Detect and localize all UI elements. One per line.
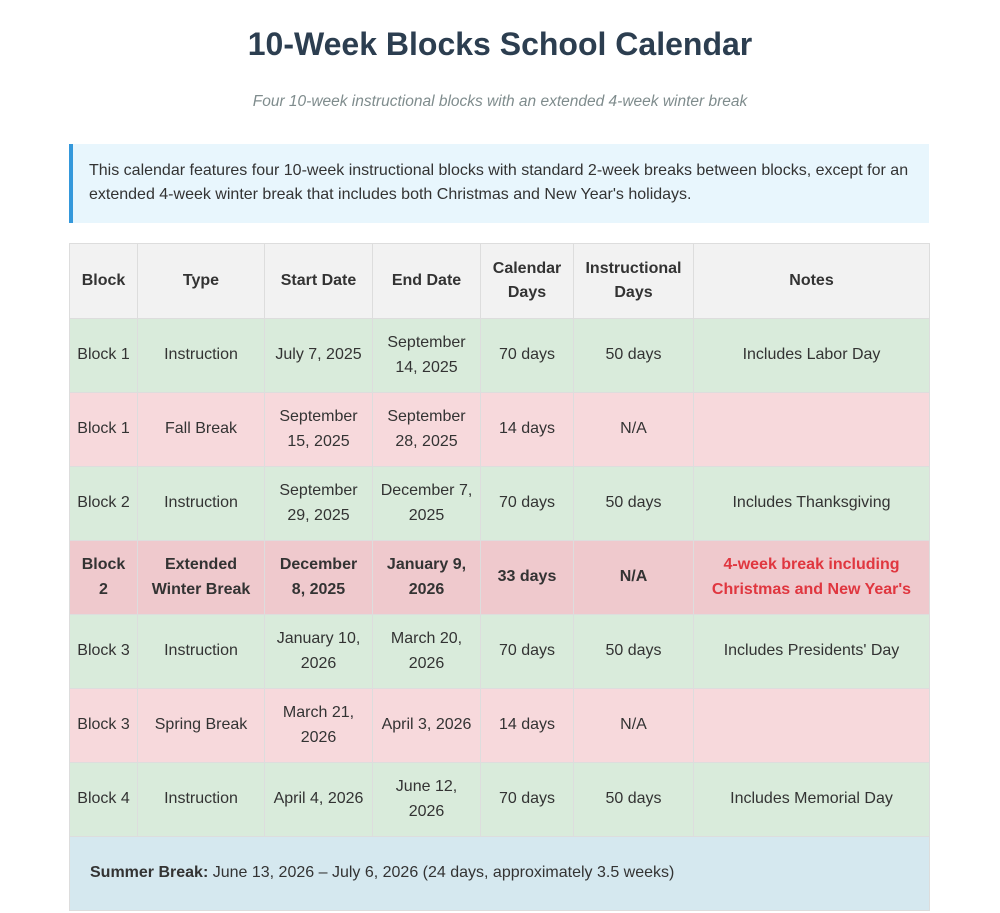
cell-instructional-days: 50 days: [574, 763, 694, 837]
cell-type: Instruction: [138, 615, 265, 689]
summer-break-text: June 13, 2026 – July 6, 2026 (24 days, approximately 3.5 weeks): [208, 864, 675, 882]
table-row: [70, 467, 930, 541]
cell-end-date: September 14, 2025: [373, 319, 481, 393]
page-subtitle: Four 10-week instructional blocks with an extended 4-week winter break: [252, 93, 748, 110]
header-block: Block: [70, 244, 138, 319]
cell-type: Instruction: [138, 467, 265, 541]
cell-calendar-days: 33 days: [481, 541, 574, 615]
cell-instructional-days: N/A: [574, 689, 694, 763]
cell-start-date: September 29, 2025: [265, 467, 373, 541]
cell-block: Block 2: [70, 541, 138, 615]
cell-instructional-days: N/A: [574, 541, 694, 615]
table-row: [70, 689, 930, 763]
cell-block: Block 2: [70, 467, 138, 541]
table-row-highlighted: [70, 541, 930, 615]
cell-notes: [694, 393, 930, 467]
cell-instructional-days: N/A: [574, 393, 694, 467]
cell-start-date: January 10, 2026: [265, 615, 373, 689]
cell-end-date: March 20, 2026: [373, 615, 481, 689]
cell-instructional-days: 50 days: [574, 467, 694, 541]
cell-block: Block 1: [70, 393, 138, 467]
cell-calendar-days: 14 days: [481, 393, 574, 467]
cell-start-date: April 4, 2026: [265, 763, 373, 837]
cell-notes: Includes Memorial Day: [694, 763, 930, 837]
header-start-date: Start Date: [265, 244, 373, 319]
cell-block: Block 4: [70, 763, 138, 837]
cell-end-date: January 9, 2026: [373, 541, 481, 615]
table-row: [70, 763, 930, 837]
cell-block: Block 3: [70, 615, 138, 689]
header-end-date: End Date: [373, 244, 481, 319]
header-row: [70, 244, 930, 319]
cell-calendar-days: 70 days: [481, 467, 574, 541]
table-row: [70, 393, 930, 467]
cell-block: Block 3: [70, 689, 138, 763]
cell-notes-highlight: 4-week break including Christmas and New Year's: [694, 541, 930, 615]
page-title: 10-Week Blocks School Calendar: [247, 26, 753, 62]
cell-block: Block 1: [70, 319, 138, 393]
header-instructional-days: Instructional Days: [574, 244, 694, 319]
cell-end-date: December 7, 2025: [373, 467, 481, 541]
calendar-table: [69, 243, 930, 911]
summer-break-cell: [70, 837, 930, 911]
cell-type: Extended Winter Break: [138, 541, 265, 615]
cell-calendar-days: 70 days: [481, 763, 574, 837]
cell-start-date: December 8, 2025: [265, 541, 373, 615]
cell-notes: [694, 689, 930, 763]
summer-break-row: [70, 837, 930, 911]
cell-notes: Includes Labor Day: [694, 319, 930, 393]
cell-start-date: September 15, 2025: [265, 393, 373, 467]
table-header: [70, 244, 930, 319]
table-row: [70, 615, 930, 689]
cell-type: Instruction: [138, 319, 265, 393]
header-type: Type: [138, 244, 265, 319]
cell-type: Fall Break: [138, 393, 265, 467]
table-row: [70, 319, 930, 393]
cell-calendar-days: 70 days: [481, 615, 574, 689]
cell-notes: Includes Presidents' Day: [694, 615, 930, 689]
cell-instructional-days: 50 days: [574, 615, 694, 689]
cell-notes: Includes Thanksgiving: [694, 467, 930, 541]
cell-calendar-days: 70 days: [481, 319, 574, 393]
cell-type: Spring Break: [138, 689, 265, 763]
table-body: [70, 319, 930, 911]
cell-end-date: June 12, 2026: [373, 763, 481, 837]
summer-break-label: Summer Break:: [90, 864, 209, 882]
cell-start-date: July 7, 2025: [265, 319, 373, 393]
cell-calendar-days: 14 days: [481, 689, 574, 763]
cell-type: Instruction: [138, 763, 265, 837]
cell-end-date: September 28, 2025: [373, 393, 481, 467]
header-calendar-days: Calendar Days: [481, 244, 574, 319]
cell-end-date: April 3, 2026: [373, 689, 481, 763]
header-notes: Notes: [694, 244, 930, 319]
cell-instructional-days: 50 days: [574, 319, 694, 393]
intro-callout: This calendar features four 10-week instructional blocks with standard 2-week breaks between blocks, except for an extended 4-week winter break that includes both Christmas and New Year's holidays.: [69, 144, 929, 223]
cell-start-date: March 21, 2026: [265, 689, 373, 763]
